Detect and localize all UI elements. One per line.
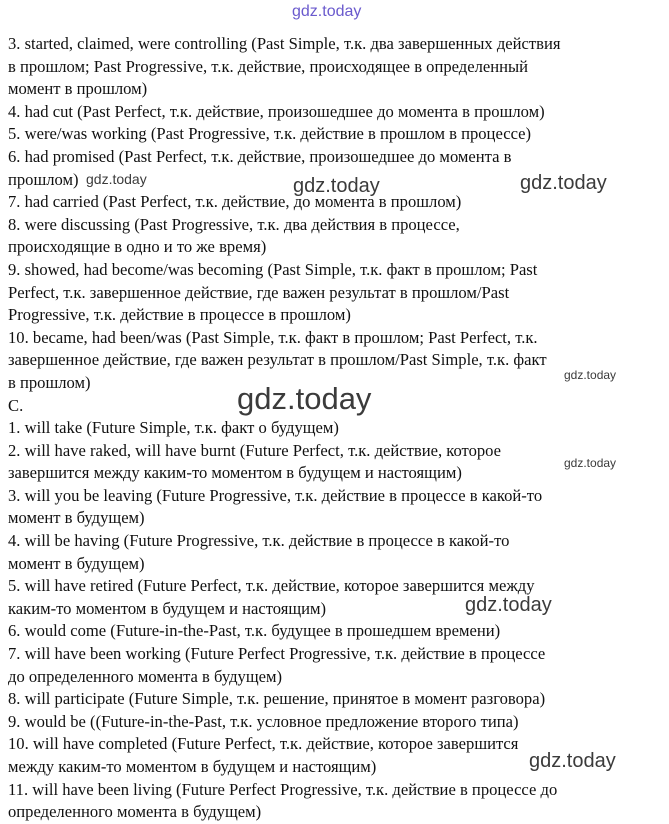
watermark: gdz.today xyxy=(86,171,147,187)
text-line: 6. would come (Future-in-the-Past, т.к. будущее в прошедшем времени) xyxy=(8,621,501,641)
text-line: завершится между каким-то моментом в будущем и настоящим) xyxy=(8,463,462,483)
watermark: gdz.today xyxy=(293,175,380,197)
watermark-large: gdz.today xyxy=(237,381,372,416)
text-line: 8. will participate (Future Simple, т.к. решение, принятое в момент разговора) xyxy=(8,689,546,709)
watermark: gdz.today xyxy=(529,750,616,772)
watermark-small: gdz.today xyxy=(564,368,617,382)
text-line: 10. became, had been/was (Past Simple, т.к. факт в прошлом; Past Perfect, т.к. xyxy=(8,327,538,347)
watermark: gdz.today xyxy=(520,172,607,194)
text-line: завершенное действие, где важен результат в прошлом/Past Simple, т.к. факт xyxy=(8,350,547,370)
text-line: определенного момента в будущем) xyxy=(8,802,262,822)
text-line: момент в прошлом) xyxy=(8,79,148,99)
watermark-small: gdz.today xyxy=(564,456,617,470)
text-line: момент в будущем) xyxy=(8,553,145,573)
text-line: между каким-то моментом в будущем и настоящим) xyxy=(8,757,377,776)
text-line: 2. will have raked, will have burnt (Future Perfect, т.к. действие, которое xyxy=(8,440,502,460)
text-line: 7. will have been working (Future Perfect Progressive, т.к. действие в процессе xyxy=(8,644,546,664)
text-line: 3. will you be leaving (Future Progressive, т.к. действие в процессе в какой-то xyxy=(8,485,543,505)
text-line: 3. started, claimed, were controlling (Past Simple, т.к. два завершенных действия xyxy=(8,34,561,53)
watermark: gdz.today xyxy=(465,594,552,616)
watermark-top: gdz.today xyxy=(292,3,362,20)
answer-text-block xyxy=(8,33,663,824)
text-line: 6. had promised (Past Perfect, т.к. действие, произошедшее до момента в xyxy=(8,146,512,166)
section-heading: C. xyxy=(8,395,24,415)
text-line: момент в будущем) xyxy=(8,508,145,528)
text-line: 1. will take (Future Simple, т.к. факт о будущем) xyxy=(8,418,339,438)
text-line: 5. were/was working (Past Progressive, т.к. действие в прошлом в процессе) xyxy=(8,124,532,144)
text-line: 9. showed, had become/was becoming (Past Simple, т.к. факт в прошлом; Past xyxy=(8,259,538,279)
text-line: в прошлом) xyxy=(8,372,91,392)
text-line: 11. will have been living (Future Perfect Progressive, т.к. действие в процессе до xyxy=(8,779,558,799)
text-line: до определенного момента в будущем) xyxy=(8,666,283,686)
text-line: прошлом) xyxy=(8,169,79,189)
text-line: 5. will have retired (Future Perfect, т.к. действие, которое завершится между xyxy=(8,576,535,596)
text-line: Perfect, т.к. завершенное действие, где важен результат в прошлом/Past xyxy=(8,282,510,302)
text-line: Progressive, т.к. действие в процессе в прошлом) xyxy=(8,305,351,325)
text-line: 8. were discussing (Past Progressive, т.к. два действия в процессе, xyxy=(8,214,460,234)
text-line: 10. will have completed (Future Perfect, т.к. действие, которое завершится xyxy=(8,734,519,754)
text-line: каким-то моментом в будущем и настоящим) xyxy=(8,598,327,618)
text-line: в прошлом; Past Progressive, т.к. действие, происходящее в определенный xyxy=(8,56,529,76)
text-line: происходящие в одно и то же время) xyxy=(8,237,267,257)
text-line: 7. had carried (Past Perfect, т.к. действие, до момента в прошлом) xyxy=(8,192,462,212)
text-line: 4. will be having (Future Progressive, т.к. действие в процессе в какой-то xyxy=(8,531,510,551)
text-line: 9. would be ((Future-in-the-Past, т.к. условное предложение второго типа) xyxy=(8,711,519,731)
text-line: 4. had cut (Past Perfect, т.к. действие, произошедшее до момента в прошлом) xyxy=(8,101,545,121)
